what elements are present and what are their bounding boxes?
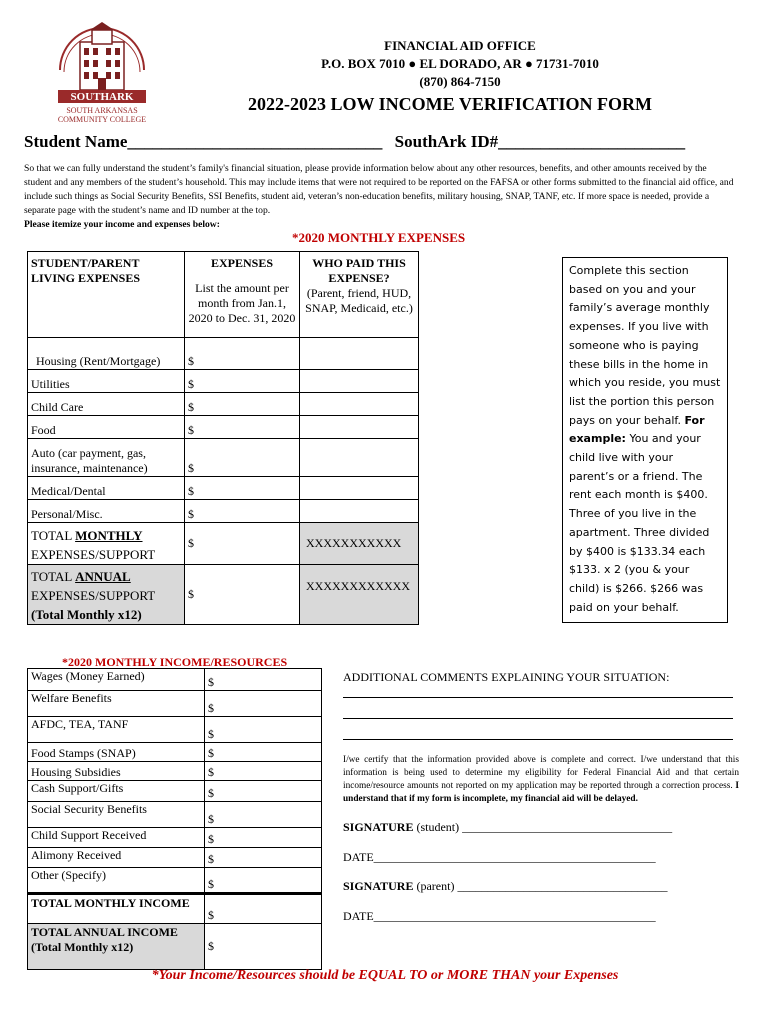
table-row bbox=[28, 338, 419, 370]
income-amount-afdc[interactable]: $ bbox=[205, 717, 322, 743]
student-name-field[interactable]: Student Name______________________________ bbox=[24, 132, 383, 151]
office-phone: (870) 864-7150 bbox=[419, 74, 501, 89]
student-signature-line: (student) ___________________________________ bbox=[413, 820, 673, 834]
income-amount-welfare[interactable]: $ bbox=[205, 691, 322, 717]
logo-line3: COMMUNITY COLLEGE bbox=[57, 115, 147, 124]
table-row bbox=[28, 370, 419, 393]
income-table bbox=[27, 668, 322, 970]
expenses-col3-title: WHO PAID THIS EXPENSE? bbox=[312, 256, 406, 285]
certification-text bbox=[343, 754, 739, 806]
income-amount-wages[interactable]: $ bbox=[205, 669, 322, 691]
income-label-wages: Wages (Money Earned) bbox=[28, 669, 205, 691]
table-row bbox=[28, 393, 419, 416]
table-row bbox=[28, 439, 419, 477]
income-label-afdc: AFDC, TEA, TANF bbox=[28, 717, 205, 743]
intro-instruction: Please itemize your income and expenses below: bbox=[24, 219, 220, 230]
expense-amount-auto[interactable]: $ bbox=[185, 439, 300, 477]
income-label-snap: Food Stamps (SNAP) bbox=[28, 743, 205, 762]
expense-label-food: Food bbox=[28, 416, 185, 439]
total-annual-income-amount[interactable]: $ bbox=[205, 924, 322, 970]
total-monthly-expenses-amount[interactable]: $ bbox=[185, 523, 300, 565]
total-annual-income-label bbox=[28, 924, 205, 970]
total-annual-expenses-blocked: XXXXXXXXXXXX bbox=[300, 565, 419, 625]
expense-amount-medical[interactable]: $ bbox=[185, 477, 300, 500]
income-amount-child-support[interactable]: $ bbox=[205, 828, 322, 848]
table-row bbox=[28, 416, 419, 439]
intro-text bbox=[24, 162, 734, 232]
income-amount-social-security[interactable]: $ bbox=[205, 802, 322, 828]
expense-label-personal: Personal/Misc. bbox=[28, 500, 185, 523]
income-amount-snap[interactable]: $ bbox=[205, 743, 322, 762]
total-monthly-expenses-row bbox=[28, 523, 419, 565]
certification-body: I/we certify that the information provided above is complete and correct. I/we understand that this information is being used to determine my eligibility for Federal Financial Aid and that certain income/resource amounts not reported on my application may be reported through a correction process. bbox=[343, 755, 739, 791]
total-annual-word: ANNUAL bbox=[75, 569, 131, 584]
expense-label-medical: Medical/Dental bbox=[28, 477, 185, 500]
expenses-col3-subtitle: (Parent, friend, HUD, SNAP, Medicaid, etc.) bbox=[305, 286, 413, 315]
logo-line2: SOUTH ARKANSAS bbox=[66, 106, 138, 115]
table-row bbox=[28, 500, 419, 523]
income-label-housing: Housing Subsidies bbox=[28, 762, 205, 781]
table-row bbox=[28, 477, 419, 500]
college-logo bbox=[52, 20, 152, 124]
total-annual-expenses-label bbox=[28, 565, 185, 625]
parent-signature-field[interactable] bbox=[343, 879, 667, 894]
expenses-table bbox=[27, 251, 419, 625]
comments-label: ADDITIONAL COMMENTS EXPLAINING YOUR SITUATION: bbox=[343, 670, 670, 684]
total-annual-note: (Total Monthly x12) bbox=[31, 607, 142, 622]
expense-amount-housing[interactable]: $ bbox=[185, 338, 300, 370]
total-annual-income-note: (Total Monthly x12) bbox=[31, 940, 134, 954]
southark-id-field[interactable]: SouthArk ID#______________________ bbox=[394, 132, 686, 151]
sidebox-text-2: You and your child live with your parent’s or a friend. The rent each month is $400. Three of you live in the apartment. Three divided by $400 is $133.34 each $133. x 2 (you & your child) is $266. $266 was paid on your behalf. bbox=[569, 432, 710, 614]
certification-warning: I understand that if my form is incomplete, my financial aid will be delayed. bbox=[343, 781, 739, 804]
income-label-child-support: Child Support Received bbox=[28, 828, 205, 848]
student-date-field[interactable]: DATE_______________________________________________ bbox=[343, 850, 656, 864]
total-monthly-expenses-label bbox=[28, 523, 185, 565]
total-monthly-income-label: TOTAL MONTHLY INCOME bbox=[28, 894, 205, 924]
office-name: FINANCIAL AID OFFICE bbox=[384, 38, 536, 53]
college-building-icon bbox=[52, 20, 152, 124]
student-signature-field[interactable] bbox=[343, 820, 672, 835]
total-annual-expenses-row bbox=[28, 565, 419, 625]
sidebox-text-1: Complete this section based on you and your family’s average monthly expenses. If you live with someone who is paying these bills in the home in which you reside, you must list the portion this person pays on your behalf. bbox=[569, 264, 721, 427]
total-annual-suffix: EXPENSES/SUPPORT bbox=[31, 588, 156, 603]
income-heading: *2020 MONTHLY INCOME/RESOURCES bbox=[62, 655, 288, 669]
expenses-col2-title: EXPENSES bbox=[210, 256, 274, 270]
example-explanation-box bbox=[562, 257, 728, 623]
expense-payer-utilities[interactable] bbox=[300, 370, 419, 393]
expenses-col2-subtitle: List the amount per month from Jan.1, 2020 to Dec. 31, 2020 bbox=[188, 281, 296, 325]
expense-payer-personal[interactable] bbox=[300, 500, 419, 523]
expense-amount-childcare[interactable]: $ bbox=[185, 393, 300, 416]
total-monthly-income-amount[interactable]: $ bbox=[205, 894, 322, 924]
expenses-col3-header bbox=[300, 252, 419, 338]
signature-label: SIGNATURE bbox=[343, 820, 414, 834]
footer-note: *Your Income/Resources should be EQUAL TO or MORE THAN your Expenses bbox=[151, 968, 619, 983]
income-amount-alimony[interactable]: $ bbox=[205, 848, 322, 868]
income-amount-housing[interactable]: $ bbox=[205, 762, 322, 781]
expense-label-auto: Auto (car payment, gas, insurance, maintenance) bbox=[28, 439, 185, 477]
income-amount-cash[interactable]: $ bbox=[205, 781, 322, 802]
logo-wordmark: SOUTHARK bbox=[70, 91, 134, 103]
expense-amount-food[interactable]: $ bbox=[185, 416, 300, 439]
income-label-social-security: Social Security Benefits bbox=[28, 802, 205, 828]
expense-payer-food[interactable] bbox=[300, 416, 419, 439]
expense-payer-housing[interactable] bbox=[300, 338, 419, 370]
expense-payer-medical[interactable] bbox=[300, 477, 419, 500]
comment-line-3[interactable] bbox=[343, 739, 733, 740]
comment-line-1[interactable] bbox=[343, 697, 733, 698]
expenses-heading: *2020 MONTHLY EXPENSES bbox=[292, 230, 466, 245]
total-monthly-suffix: EXPENSES/SUPPORT bbox=[31, 547, 156, 562]
total-prefix: TOTAL bbox=[31, 569, 76, 584]
expenses-col2-header bbox=[185, 252, 300, 338]
total-monthly-word: MONTHLY bbox=[75, 528, 143, 543]
student-info-row bbox=[24, 132, 685, 152]
expense-amount-utilities[interactable]: $ bbox=[185, 370, 300, 393]
parent-date-field[interactable]: DATE_______________________________________________ bbox=[343, 909, 656, 923]
total-annual-income-text: TOTAL ANNUAL INCOME bbox=[31, 925, 178, 939]
income-label-welfare: Welfare Benefits bbox=[28, 691, 205, 717]
intro-body: So that we can fully understand the student’s family's financial situation, please provide information below about any other resources, benefits, and other amounts received by the student and any members of the student’s household. This may include items that were not required to be reported on the FAFSA or other forms submitted to the financial aid office, and include such things as Social Security Benefits, SSI Benefits, student aid, veteran’s non-education benefits, military housing, SNAP, TANF, etc. If more space is needed, provide a separate page with the student’s name and ID number at the top. bbox=[24, 163, 734, 216]
expense-amount-personal[interactable]: $ bbox=[185, 500, 300, 523]
total-annual-expenses-amount[interactable]: $ bbox=[185, 565, 300, 625]
expense-label-childcare: Child Care bbox=[28, 393, 185, 416]
expense-label-utilities: Utilities bbox=[28, 370, 185, 393]
office-address: P.O. BOX 7010 ● EL DORADO, AR ● 71731-7010 bbox=[321, 56, 599, 71]
form-title: 2022-2023 LOW INCOME VERIFICATION FORM bbox=[247, 94, 652, 114]
signature-label: SIGNATURE bbox=[343, 879, 414, 893]
sidebox-example-label: For example: bbox=[569, 413, 705, 446]
income-label-alimony: Alimony Received bbox=[28, 848, 205, 868]
expense-payer-auto[interactable] bbox=[300, 439, 419, 477]
income-amount-other[interactable]: $ bbox=[205, 868, 322, 894]
expense-label-housing: Housing (Rent/Mortgage) bbox=[28, 338, 185, 370]
expense-payer-childcare[interactable] bbox=[300, 393, 419, 416]
income-label-other: Other (Specify) bbox=[28, 868, 205, 894]
comment-line-2[interactable] bbox=[343, 718, 733, 719]
expenses-col1-header: STUDENT/PARENT LIVING EXPENSES bbox=[28, 252, 185, 338]
total-prefix: TOTAL bbox=[31, 528, 76, 543]
parent-signature-line: (parent) ___________________________________ bbox=[413, 879, 668, 893]
total-monthly-expenses-blocked: XXXXXXXXXXX bbox=[300, 523, 419, 565]
income-label-cash: Cash Support/Gifts bbox=[28, 781, 205, 802]
